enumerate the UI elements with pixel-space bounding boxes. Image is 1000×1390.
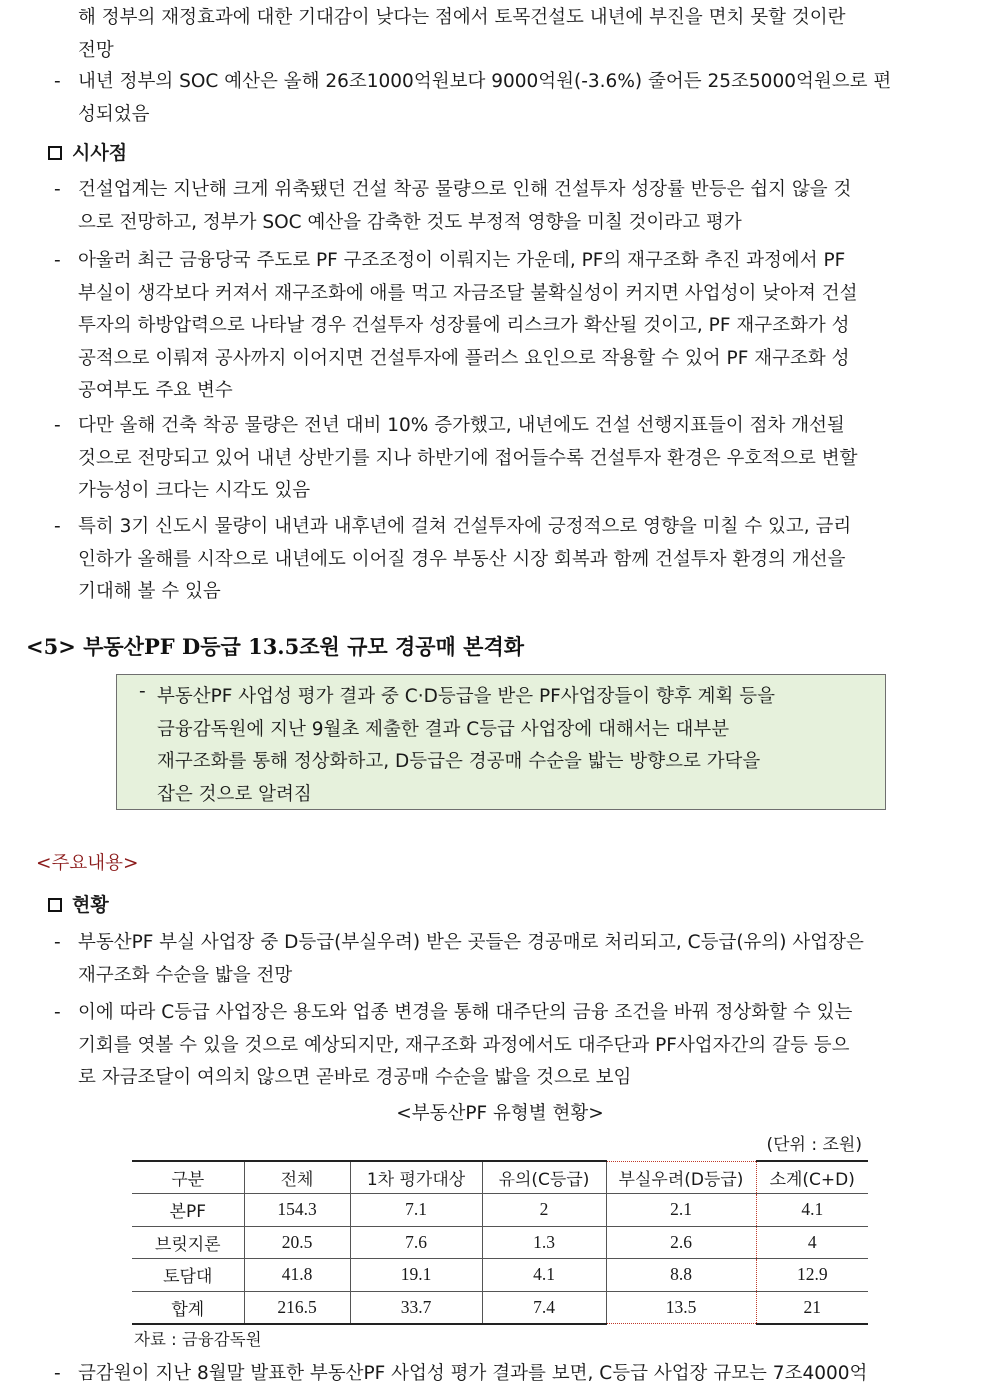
text-line: 내년 정부의 SOC 예산은 올해 26조1000억원보다 9000억원(-3.6%) 줄어든 25조5000억원으로 편	[78, 71, 892, 92]
table-cell: 20.5	[244, 1226, 350, 1259]
text-line: 건설업계는 지난해 크게 위축됐던 건설 착공 물량으로 인해 건설투자 성장률 반등은 쉽지 않을 것	[78, 179, 852, 200]
table-cell: 154.3	[244, 1194, 350, 1227]
text-line: 부동산PF 사업성 평가 결과 중 C·D등급을 받은 PF사업장들이 향후 계획 등을	[157, 686, 775, 707]
table-cell: 2.6	[606, 1226, 756, 1259]
bullet-dash: -	[54, 1363, 61, 1384]
bullet-dash: -	[139, 681, 146, 702]
table-row	[132, 1194, 868, 1227]
implications-heading	[48, 138, 127, 168]
implication-bullet	[0, 174, 1000, 239]
section-title: <5> 부동산PF D등급 13.5조원 규모 경공매 본격화	[26, 634, 525, 659]
table-cell: 216.5	[244, 1291, 350, 1324]
table-cell: 19.1	[350, 1259, 482, 1292]
table-cell: 4	[756, 1226, 868, 1259]
text-line: 재구조화를 통해 정상화하고, D등급은 경공매 수순을 밟는 방향으로 가닥을	[157, 751, 761, 772]
implication-bullet	[0, 245, 1000, 408]
text-line: 성되었음	[78, 103, 150, 125]
text-line: 금융감독원에 지난 9월초 제출한 결과 C등급 사업장에 대해서는 대부분	[157, 718, 730, 740]
column-header: 부실우려(D등급)	[606, 1161, 756, 1194]
text-line: 이에 따라 C등급 사업장은 용도와 업종 변경을 통해 대주단의 금융 조건을 바꿔 정상화할 수 있는	[78, 1002, 853, 1023]
continued-paragraph	[0, 2, 1000, 67]
square-bullet-icon	[48, 898, 62, 912]
table-cell: 7.4	[482, 1291, 606, 1324]
text-line: 공적으로 이뤄져 공사까지 이어지면 건설투자에 플러스 요인으로 작용할 수 있어 PF 재구조화 성	[78, 347, 850, 369]
text-line: 부실이 생각보다 커져서 재구조화에 애를 먹고 자금조달 불확실성이 커지면 사업성이 낮아져 건설	[78, 282, 858, 304]
table-cell: 4.1	[756, 1194, 868, 1227]
column-header: 1차 평가대상	[350, 1161, 482, 1194]
text-line: 로 자금조달이 여의치 않으면 곧바로 경공매 수순을 밟을 것으로 보임	[78, 1067, 632, 1088]
table-cell: 41.8	[244, 1259, 350, 1292]
fss-result-bullet	[0, 1358, 1000, 1390]
status-bullet	[0, 927, 1000, 992]
table-cell: 21	[756, 1291, 868, 1324]
column-header: 구분	[132, 1161, 244, 1194]
text-line: 공여부도 주요 변수	[78, 380, 233, 401]
table-cell: 본PF	[132, 1194, 244, 1227]
table-unit: (단위 : 조원)	[766, 1135, 862, 1155]
table-row	[132, 1259, 868, 1292]
text-line: 특히 3기 신도시 물량이 내년과 내후년에 걸쳐 건설투자에 긍정적으로 영향을 미칠 수 있고, 금리	[78, 516, 852, 537]
status-heading	[48, 890, 109, 920]
table-total-row	[132, 1291, 868, 1324]
implication-bullet	[0, 410, 1000, 508]
pf-status-table	[132, 1160, 868, 1325]
text-line: 다만 올해 건축 착공 물량은 전년 대비 10% 증가했고, 내년에도 건설 선행지표들이 점차 개선될	[78, 415, 845, 436]
bullet-dash: -	[54, 415, 61, 436]
table-cell: 12.9	[756, 1259, 868, 1292]
main-content-label: <주요내용>	[36, 853, 139, 874]
text-line: 부동산PF 부실 사업장 중 D등급(부실우려) 받은 곳들은 경공매로 처리되고, C등급(유의) 사업장은	[78, 932, 864, 953]
text-line: 금감원이 지난 8월말 발표한 부동산PF 사업성 평가 결과를 보면, C등급 사업장 규모는 7조4000억	[78, 1363, 868, 1384]
table-cell: 13.5	[606, 1291, 756, 1324]
table-cell: 토담대	[132, 1259, 244, 1292]
text-line: 것으로 전망되고 있어 내년 상반기를 지나 하반기에 접어들수록 건설투자 환경은 우호적으로 변할	[78, 447, 858, 469]
square-bullet-icon	[48, 146, 62, 160]
column-header: 소계(C+D)	[756, 1161, 868, 1194]
bullet-dash: -	[54, 179, 61, 200]
table-row	[132, 1226, 868, 1259]
column-header: 유의(C등급)	[482, 1161, 606, 1194]
table-cell: 2	[482, 1194, 606, 1227]
text-line: 해 정부의 재정효과에 대한 기대감이 낮다는 점에서 토목건설도 내년에 부진을 면치 못할 것이란	[78, 7, 846, 28]
table-caption: <부동산PF 유형별 현황>	[396, 1103, 604, 1124]
table-source: 자료 : 금융감독원	[134, 1330, 262, 1349]
text-line: 투자의 하방압력으로 나타날 경우 건설투자 성장률에 리스크가 확산될 것이고, PF 재구조화가 성	[78, 315, 850, 336]
bullet-dash: -	[54, 1002, 61, 1023]
table-cell: 1.3	[482, 1226, 606, 1259]
table-cell: 33.7	[350, 1291, 482, 1324]
bullet-dash: -	[54, 71, 61, 92]
table-cell: 합계	[132, 1291, 244, 1324]
summary-box	[116, 674, 886, 810]
bullet-dash: -	[54, 516, 61, 537]
table-cell: 7.6	[350, 1226, 482, 1259]
bullet-dash: -	[54, 932, 61, 953]
table-cell: 2.1	[606, 1194, 756, 1227]
table-cell: 7.1	[350, 1194, 482, 1227]
text-line: 으로 전망하고, 정부가 SOC 예산을 감축한 것도 부정적 영향을 미칠 것이라고 평가	[78, 211, 742, 233]
heading-text: 시사점	[72, 142, 128, 164]
column-header: 전체	[244, 1161, 350, 1194]
text-line: 인하가 올해를 시작으로 내년에도 이어질 경우 부동산 시장 회복과 함께 건설투자 환경의 개선을	[78, 548, 846, 570]
bullet-dash: -	[54, 250, 61, 271]
text-line: 가능성이 크다는 시각도 있음	[78, 480, 311, 501]
text-line: 잡은 것으로 알려짐	[157, 783, 312, 805]
table-cell: 8.8	[606, 1259, 756, 1292]
table-header-row	[132, 1161, 868, 1194]
status-bullet	[0, 997, 1000, 1095]
heading-text: 현황	[72, 894, 109, 916]
text-line: 재구조화 수순을 밟을 전망	[78, 964, 293, 986]
text-line: 기회를 엿볼 수 있을 것으로 예상되지만, 재구조화 과정에서도 대주단과 PF사업자간의 갈등 등으	[78, 1034, 850, 1056]
soc-budget-bullet	[0, 66, 1000, 131]
text-line: 전망	[78, 39, 114, 61]
text-line: 기대해 볼 수 있음	[78, 581, 221, 602]
table-cell: 브릿지론	[132, 1226, 244, 1259]
implication-bullet	[0, 511, 1000, 609]
table-cell: 4.1	[482, 1259, 606, 1292]
text-line: 아울러 최근 금융당국 주도로 PF 구조조정이 이뤄지는 가운데, PF의 재구조화 추진 과정에서 PF	[78, 250, 846, 271]
